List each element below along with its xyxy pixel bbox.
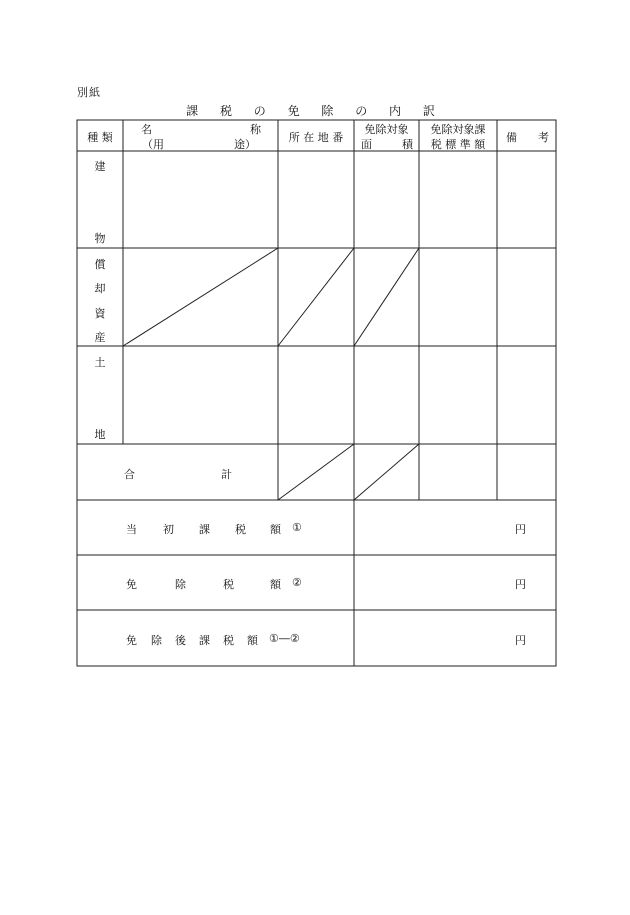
header-location: 所 在 地 番 [288,131,344,144]
kind-asset-char-3: 資 [94,307,106,320]
summary-after-char-6: 額 [247,634,258,647]
header-remarks-right: 考 [538,131,549,144]
summary-exempt-char-4: 額 [270,578,281,591]
total-label-right: 計 [221,468,232,481]
header-name-top-right: 称 [250,123,261,136]
summary-initial-char-3: 課 [199,523,210,536]
header-exempt-standard-bottom: 税 標 準 額 [430,138,486,151]
summary-after-char-3: 後 [175,634,186,647]
summary-after-char-4: 課 [199,634,210,647]
summary-exempt-char-2: 除 [175,578,186,591]
header-exempt-area-right: 積 [402,138,413,151]
summary-initial-char-1: 当 [126,523,137,536]
total-label-left: 合 [124,468,135,481]
kind-land-char-2: 地 [94,428,106,441]
header-use-left: （用 [142,138,164,151]
summary-initial-char-5: 額 [270,523,281,536]
summary-after-char-1: 免 [126,634,137,647]
header-exempt-area-left: 面 [361,138,372,151]
header-name-top: 名 [141,123,152,136]
header-exempt-standard-top: 免除対象課 [430,123,486,136]
summary-after-char-5: 税 [223,634,234,647]
summary-after-formula: ①―② [269,632,300,645]
header-exempt-area-top: 免除対象 [364,123,409,136]
header-kind: 種 類 [87,131,113,144]
kind-asset-char-1: 償 [94,258,106,271]
summary-exempt-char-3: 税 [223,578,234,591]
header-remarks-left: 備 [506,131,517,144]
attachment-label: 別紙 [77,86,101,99]
kind-building-char-2: 物 [94,232,106,245]
summary-exempt-char-5: ② [292,576,302,589]
summary-exempt-char-1: 免 [126,578,137,591]
kind-building-char-1: 建 [94,160,106,173]
document-title: 課 税 の 免 除 の 内 訳 [186,104,444,118]
summary-exempt-unit: 円 [515,578,526,591]
kind-asset-char-2: 却 [94,282,106,295]
summary-initial-unit: 円 [515,523,526,536]
summary-initial-char-2: 初 [163,523,174,536]
summary-initial-char-4: 税 [235,523,246,536]
header-use-right: 途） [234,138,256,151]
kind-asset-char-4: 産 [94,331,106,344]
summary-after-unit: 円 [515,634,526,647]
summary-initial-char-6: ① [292,521,302,534]
kind-land-char-1: 土 [94,356,106,369]
summary-after-char-2: 除 [151,634,162,647]
